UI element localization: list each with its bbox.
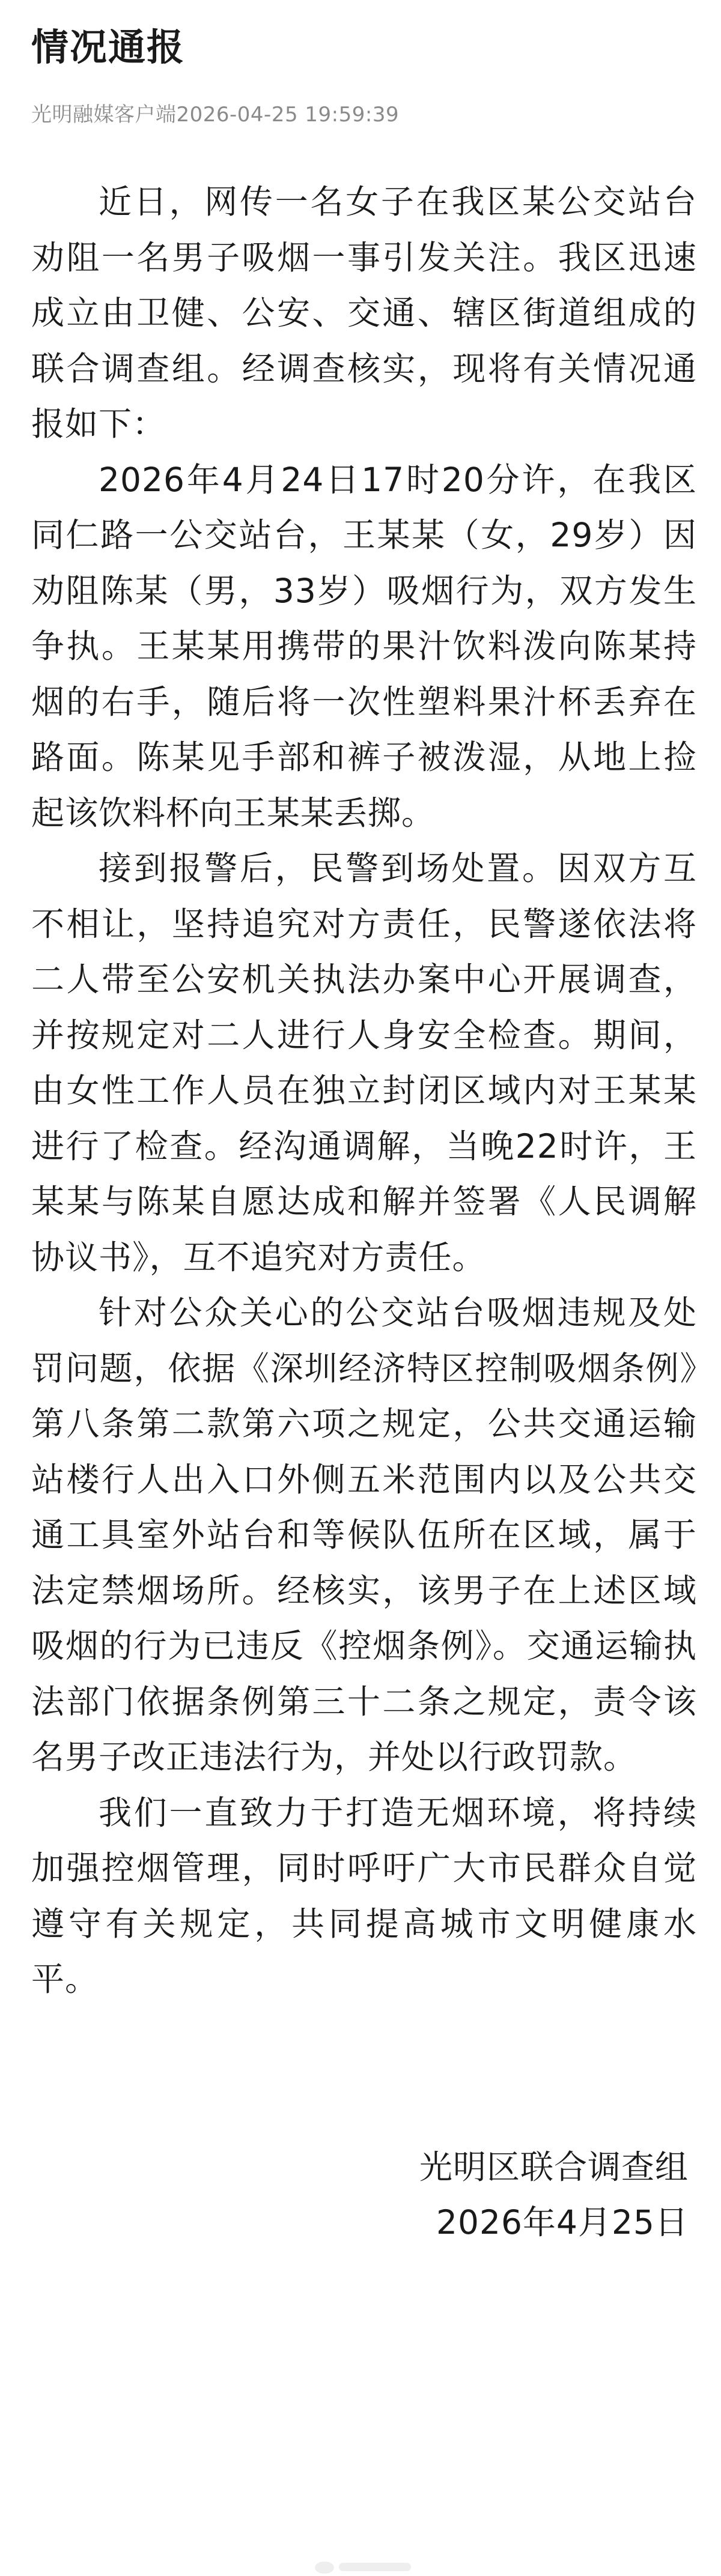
paragraph-police: 接到报警后，民警到场处置。因双方互不相让，坚持追究对方责任，民警遂依法将二人带至公安机关执法办案中心开展调查，并按规定对二人进行人身安全检查。期间，由女性工作人员在独立封闭区域内对王某某进行了检查。经沟通调解，当晚22时许，王某某与陈某自愿达成和解并签署《人民调解协议书》，互不追究对方责任。	[31, 849, 697, 1277]
paragraph-regulation: 针对公众关心的公交站台吸烟违规及处罚问题，依据《深圳经济特区控制吸烟条例》第八条第二款第六项之规定，公共交通运输站楼行人出入口外侧五米范围内以及公共交通工具室外站台和等候队伍所在区域，属于法定禁烟场所。经核实，该男子在上述区域吸烟的行为已违反《控烟条例》。交通运输执法部门依据条例第三十二条之规定，责令该名男子改正违法行为，并处以行政罚款。	[31, 1293, 697, 1776]
paragraph-closing: 我们一直致力于打造无烟环境，将持续加强控烟管理，同时呼吁广大市民群众自觉遵守有关规定，共同提高城市文明健康水平。	[31, 1793, 697, 1998]
signature-date: 2026年4月25日	[436, 2203, 689, 2242]
article-body	[31, 174, 697, 2007]
article-source-date: 光明融媒客户端2026-04-25 19:59:39	[31, 103, 400, 127]
signature-block	[31, 2139, 697, 2250]
signature-org: 光明区联合调查组	[419, 2147, 689, 2186]
watermark-logo	[312, 2552, 421, 2576]
paragraph-incident: 2026年4月24日17时20分许，在我区同仁路一公交站台，王某某（女，29岁）因劝阻陈某（男，33岁）吸烟行为，双方发生争执。王某某用携带的果汁饮料泼向陈某持烟的右手，随后将一次性塑料果汁杯丢弃在路面。陈某见手部和裤子被泼湿，从地上捡起该饮料杯向王某某丢掷。	[31, 460, 697, 832]
paragraph-intro: 近日，网传一名女子在我区某公交站台劝阻一名男子吸烟一事引发关注。我区迅速成立由卫健、公安、交通、辖区街道组成的联合调查组。经调查核实，现将有关情况通报如下：	[31, 183, 697, 443]
article-title: 情况通报	[31, 25, 186, 69]
